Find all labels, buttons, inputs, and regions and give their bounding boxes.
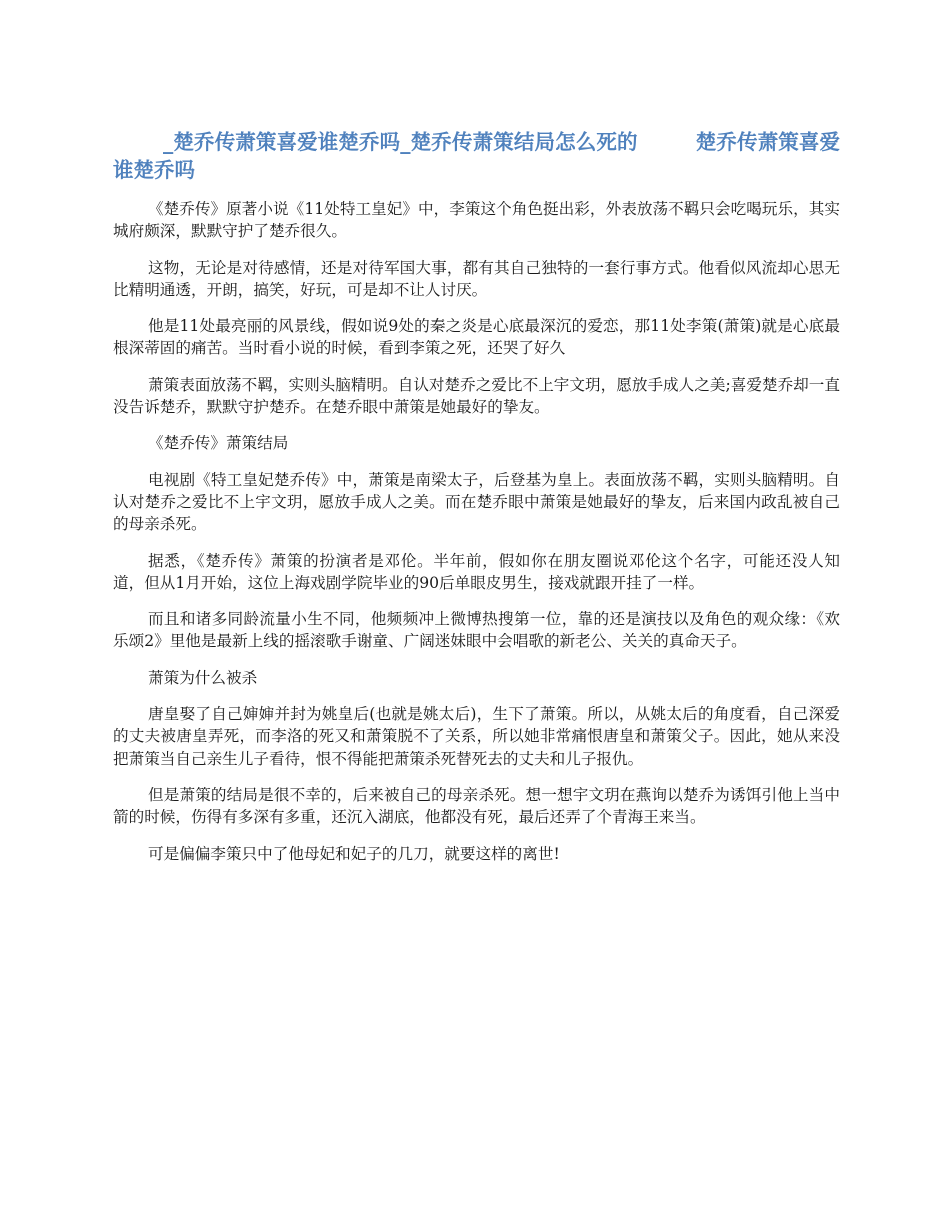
paragraph-1: 《楚乔传》原著小说《11处特工皇妃》中，李策这个角色挺出彩，外表放荡不羁只会吃喝玩乐，其实城府颇深，默默守护了楚乔很久。 xyxy=(113,200,840,241)
section-heading-ending: 《楚乔传》萧策结局 xyxy=(148,434,289,453)
document-page xyxy=(113,128,840,879)
paragraph-8: 唐皇娶了自己婶婶并封为姚皇后(也就是姚太后)，生下了萧策。所以，从姚太后的角度看，自己深爱的丈夫被唐皇弄死，而李洛的死又和萧策脱不了关系，所以她非常痛恨唐皇和萧策父子。因此，她从来没把萧策当自己亲生儿子看待，恨不得能把萧策杀死替死去的丈夫和儿子报仇。 xyxy=(113,705,840,768)
document-title xyxy=(113,128,840,184)
paragraph-4: 萧策表面放荡不羁，实则头脑精明。自认对楚乔之爱比不上宇文玥，愿放手成人之美;喜爱楚乔却一直没告诉楚乔，默默守护楚乔。在楚乔眼中萧策是她最好的挚友。 xyxy=(113,375,840,417)
paragraph-5: 电视剧《特工皇妃楚乔传》中，萧策是南梁太子，后登基为皇上。表面放荡不羁，实则头脑精明。自认对楚乔之爱比不上宇文玥，愿放手成人之美。而在楚乔眼中萧策是她最好的挚友，后来国内政乱被自己的母亲杀死。 xyxy=(113,470,840,534)
title-part-2: 楚乔传萧策喜爱谁楚乔吗 xyxy=(113,130,841,182)
paragraph-7: 而且和诸多同龄流量小生不同，他频频冲上微博热搜第一位，靠的还是演技以及角色的观众缘：《欢乐颂2》里他是最新上线的摇滚歌手谢童、广阔迷妹眼中会唱歌的新老公、关关的真命天子。 xyxy=(113,610,840,651)
paragraph-6: 据悉，《楚乔传》萧策的扮演者是邓伦。半年前，假如你在朋友圈说邓伦这个名字，可能还没人知道，但从1月开始，这位上海戏剧学院毕业的90后单眼皮男生，接戏就跟开挂了一样。 xyxy=(113,551,840,592)
paragraph-2: 这物，无论是对待感情，还是对待军国大事，都有其自己独特的一套行事方式。他看似风流却心思无比精明通透，开朗，搞笑，好玩，可是却不让人讨厌。 xyxy=(113,258,840,299)
section-heading-why-killed: 萧策为什么被杀 xyxy=(148,668,258,687)
paragraph-3: 他是11处最亮丽的风景线，假如说9处的秦之炎是心底最深沉的爱恋，那11处李策(萧策)就是心底最根深蒂固的痛苦。当时看小说的时候，看到李策之死，还哭了好久 xyxy=(113,317,840,358)
paragraph-10: 可是偏偏李策只中了他母妃和妃子的几刀，就要这样的离世! xyxy=(148,844,560,863)
title-part-1: _楚乔传萧策喜爱谁楚乔吗_楚乔传萧策结局怎么死的 xyxy=(163,130,638,154)
paragraph-9: 但是萧策的结局是很不幸的，后来被自己的母亲杀死。想一想宇文玥在燕询以楚乔为诱饵引他上当中箭的时候，伤得有多深有多重，还沉入湖底，他都没有死，最后还弄了个青海王来当。 xyxy=(113,785,840,827)
